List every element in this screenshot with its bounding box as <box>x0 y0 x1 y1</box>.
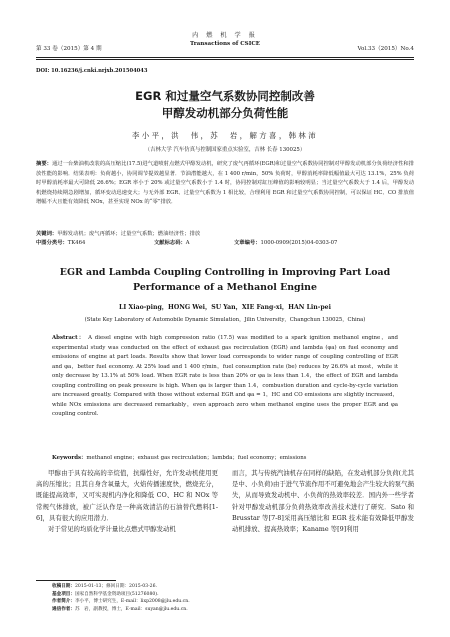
doc-code-label: 文献标志码： <box>154 240 186 247</box>
authors-cn: 李小平，洪 伟，苏 岩，解方喜，韩林沛 <box>131 131 319 140</box>
keywords-cn <box>36 230 414 239</box>
header-volume-en: Vol.33（2015）No.4 <box>357 46 414 52</box>
keywords-en-label: Keywords： <box>52 455 87 461</box>
title-en <box>36 266 414 295</box>
title-cn-line2: 甲醇发动机部分负荷性能 <box>161 106 289 120</box>
title-en-line2: Performance of a Methanol Engine <box>133 281 317 293</box>
doc-code-value: A <box>185 240 190 247</box>
clc-value: TK464 <box>67 240 86 247</box>
header-rule-thin <box>36 59 414 60</box>
body-paragraph: 甲醇由于具有较高的辛烷值，抗爆性好，允许发动机使用更高的压缩比；且其自身含氧量大，火焰传播速度快，燃烧充分，既能提高效率，又可实现机内净化和降低 CO、HC 和 NOx 等常规气体排放，被广泛认作是一种高效清洁的石油替代燃料[1-6]，具有很大的应用潜力． <box>36 469 218 522</box>
title-cn <box>36 88 414 122</box>
header-rule <box>36 57 414 58</box>
footnote-text: 李小平，博士研究生，E-mail：lixp2008@jlu.edu.cn. <box>74 599 190 605</box>
abstract-cn-text: 通过一台柴油机改装的高压缩比(17.5)进气道喷射点燃式甲醇发动机，研究了废气再循环(EGR)和过量空气系数协同控制对甲醇发动机部分负荷经济性和排放性能的影响．结果表明：负荷越小，协同调节提效越显著．节油潜能越大，在 1 400 r/min，50% 负荷时，甲醇消耗率降低幅值最大可达 13.1%，25% 负荷时甲醇消耗率最大可降低 26.6%；EGR 率小于 20% 或过量空气系数小于 1.4 时，协同控制对缸压峰值的影响较明显；当过量空气系数大于 1.4 后，甲醇发动机燃烧持续期急剧增加，循环变动迅速变大；与无外部 EGR、过量空气系数为 1 相比较，合理利用 EGR 和过量空气系数协同控制，可以保证 HC、CO 排放值增幅不大且能有效降低 NOx，甚至实现 NOx 的“零”排放． <box>36 161 414 206</box>
footnote-author <box>52 598 222 606</box>
title-cn-line1: EGR 和过量空气系数协同控制改善 <box>135 89 315 103</box>
affiliation-en: (State Key Laboratory of Automobile Dynamic Simulation，Jilin University，Changchun 130025，China) <box>84 317 366 323</box>
doi: DOI: 10.16236/j.cnki.nrjxb.201504043 <box>36 68 148 74</box>
header-volume-cn: 第 33 卷（2015）第 4 期 <box>36 46 102 52</box>
keywords-cn-label: 关键词： <box>36 231 58 237</box>
footnote-text: 2015-01-13；修回日期：2015-03-26. <box>74 584 157 589</box>
footnote-label: 收稿日期： <box>52 584 75 589</box>
footnote-received <box>52 583 222 591</box>
meta-cn <box>36 230 414 249</box>
footnote-label: 通信作者： <box>52 606 75 612</box>
body-paragraph: 对于常见的均质化学计量比点燃式甲醇发动机 <box>48 525 176 534</box>
abstract-en-label: Abstract： <box>52 335 86 341</box>
running-header <box>36 30 414 56</box>
title-en-line1: EGR and Lambda Coupling Controlling in Improving Part Load <box>59 267 391 278</box>
footnote-funding <box>52 591 222 599</box>
footnotes <box>52 583 222 613</box>
footnote-rule <box>36 580 116 581</box>
footnote-text: 苏 岩，副教授，博士，E-mail：suyan@jlu.edu.cn. <box>74 606 188 612</box>
keywords-cn-text: 甲醇发动机；废气再循环；过量空气系数；燃油经济性；排放 <box>57 231 201 237</box>
affiliation-cn: （吉林大学 汽车仿真与控制国家重点实验室，吉林 长春 130025） <box>144 147 306 153</box>
keywords-en <box>52 454 398 463</box>
footnote-text: 国家自然科学基金资助项目(51276080). <box>74 591 159 597</box>
abstract-en-text: A diesel engine with high compression ratio (17.5) was modified to a spark ignition methanol engine，and experimental study was conducted on the effect of exhaust gas recirculation (EGR) and lambda (φa) on fuel economy and emissions of engine at part loads. Results show that lower load corresponds to wider range of coupling controlling of EGR and φa，better fuel economy. At 25% load and 1 400 r/min，fuel consumption rate (be) reduces by 26.6% at most，while it only decrease by 13.1% at 50% load. When EGR rate is less than 20% or φa is less than 1.4，the effect of EGR and lambda coupling controlling on peak pressure is high. When φa is larger than 1.4，combustion duration and cycle-by-cycle variation are increased greatly. Compared with those without external EGR and φa = 1，HC and CO emissions are slightly increased，while NOx emissions are decreased remarkably，even approach zero when methanol engine uses the proper EGR and φa coupling control. <box>52 335 398 417</box>
abstract-cn-label: 摘要： <box>36 161 52 167</box>
header-journal-en: Transactions of CSICE <box>189 41 261 47</box>
article-no-label: 文章编号： <box>234 240 261 247</box>
abstract-cn <box>36 160 414 208</box>
classification-line <box>36 239 414 248</box>
clc-label: 中图分类号： <box>36 240 68 247</box>
body-column-right <box>232 468 414 535</box>
body-paragraph: 而言，其与传统汽油机存在同样的缺陷，在发动机部分负荷(尤其是中、小负荷)由于进气节流作用不可避免地会产生较大的泵气损失，从而导致发动机中、小负荷的热效率较差．国内外一些学者针对甲醇发动机部分负荷热效率改善技术进行了研究．Sato 和 Brusstar 等[7-8]采用高压缩比和 EGR 技术能有效降低甲醇发动机排放、提高热效率；Kaname 等[9]利用 <box>232 469 414 534</box>
authors-en: LI Xiao-ping，HONG Wei，SU Yan，XIE Fang-xi，HAN Lin-pei <box>119 304 331 311</box>
footnote-corresponding <box>52 606 222 614</box>
keywords-en-text: methanol engine；exhaust gas recirculation；lambda；fuel economy；emissions <box>86 455 307 461</box>
footnote-label: 作者简介： <box>52 599 75 605</box>
abstract-en <box>52 334 398 420</box>
header-journal-cn: 内 燃 机 学 报 <box>192 32 258 39</box>
footnote-label: 基金项目： <box>52 591 75 597</box>
article-no-value: 1000-0909(2015)04-0303-07 <box>260 240 338 247</box>
body-column-left <box>36 468 218 535</box>
